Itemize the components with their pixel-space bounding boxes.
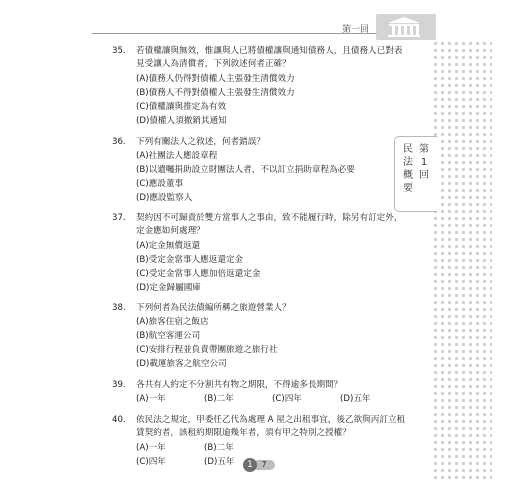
option-c: (C)受定金當事人應加倍返還定金: [136, 269, 261, 279]
option-b: (B)債務人不得對債權人主張發生清償效力: [136, 88, 295, 98]
option-c: (C)四年: [272, 394, 302, 404]
question-text: 下列何者為民法債編所稱之旅遊營業人？: [136, 303, 291, 313]
option-b: (B)受定金當事人應返還定金: [136, 255, 244, 265]
question-number: 40.: [112, 415, 126, 425]
option-d: (D)五年: [340, 394, 371, 404]
option-a: (A)社團法人應設章程: [136, 151, 218, 161]
question-text: 下列有關法人之敘述，何者錯誤？: [136, 137, 265, 147]
question-number: 39.: [112, 380, 126, 390]
option-b: (B)以遺囑捐助設立財團法人者，不以訂立捐助章程為必要: [136, 165, 355, 175]
option-a: (A)債務人仍得對債權人主張發生清償效力: [136, 74, 295, 84]
option-a: (A)定金無償返還: [136, 241, 201, 251]
page-number-pill: 7: [253, 460, 275, 470]
question-text: 各共有人約定不分割共有物之期限，不得逾多長期間？: [136, 380, 343, 390]
option-d: (D)債權人須撤銷其通知: [136, 116, 227, 126]
option-c: (C)四年: [136, 457, 166, 467]
option-c: (C)安排行程並負責帶團旅遊之旅行社: [136, 345, 278, 355]
dot-pattern-strip: [432, 40, 492, 480]
option-c: (C)債權讓與推定為有效: [136, 102, 227, 112]
option-b: (B)航空客運公司: [136, 331, 201, 341]
option-a: (A)旅客住宿之飯店: [136, 317, 209, 327]
header-part-label: 第一回: [342, 25, 370, 35]
question-number: 37.: [112, 213, 126, 223]
page-number: [243, 458, 283, 472]
option-d: (D)應設監察人: [136, 193, 193, 203]
option-b: (B)二年: [204, 443, 234, 453]
question-number: 36.: [112, 137, 126, 147]
question-number: 35.: [112, 46, 126, 56]
option-a: (A)一年: [136, 394, 166, 404]
chapter-tab-number: 第1回: [419, 144, 429, 181]
question-text: 契約因不可歸責於雙方當事人之事由，致不能履行時，除另有訂定外，定金應如何處理？: [136, 213, 403, 236]
page-number-circle: 1: [243, 458, 257, 472]
option-b: (B)二年: [204, 394, 234, 404]
question-text: 若債權讓與無效，惟讓與人已將債權讓與通知債務人，且債務人已對表見受讓人為清償者，下列敘述何者正確？: [136, 46, 403, 69]
option-a: (A)一年: [136, 443, 166, 453]
question-number: 38.: [112, 303, 126, 313]
option-c: (C)應設董事: [136, 179, 184, 189]
option-d: (D)載運旅客之航空公司: [136, 359, 227, 369]
option-d: (D)五年: [204, 457, 235, 467]
question-text: 依民法之規定，甲委任乙代為處理 A 屋之出租事宜，後乙欲與丙訂立租賃契約者，該租約期限逾幾年者，須有甲之特別之授權？: [136, 415, 406, 438]
option-d: (D)定金歸屬國庫: [136, 283, 201, 293]
chapter-tab-title: 民法概要: [403, 144, 413, 194]
